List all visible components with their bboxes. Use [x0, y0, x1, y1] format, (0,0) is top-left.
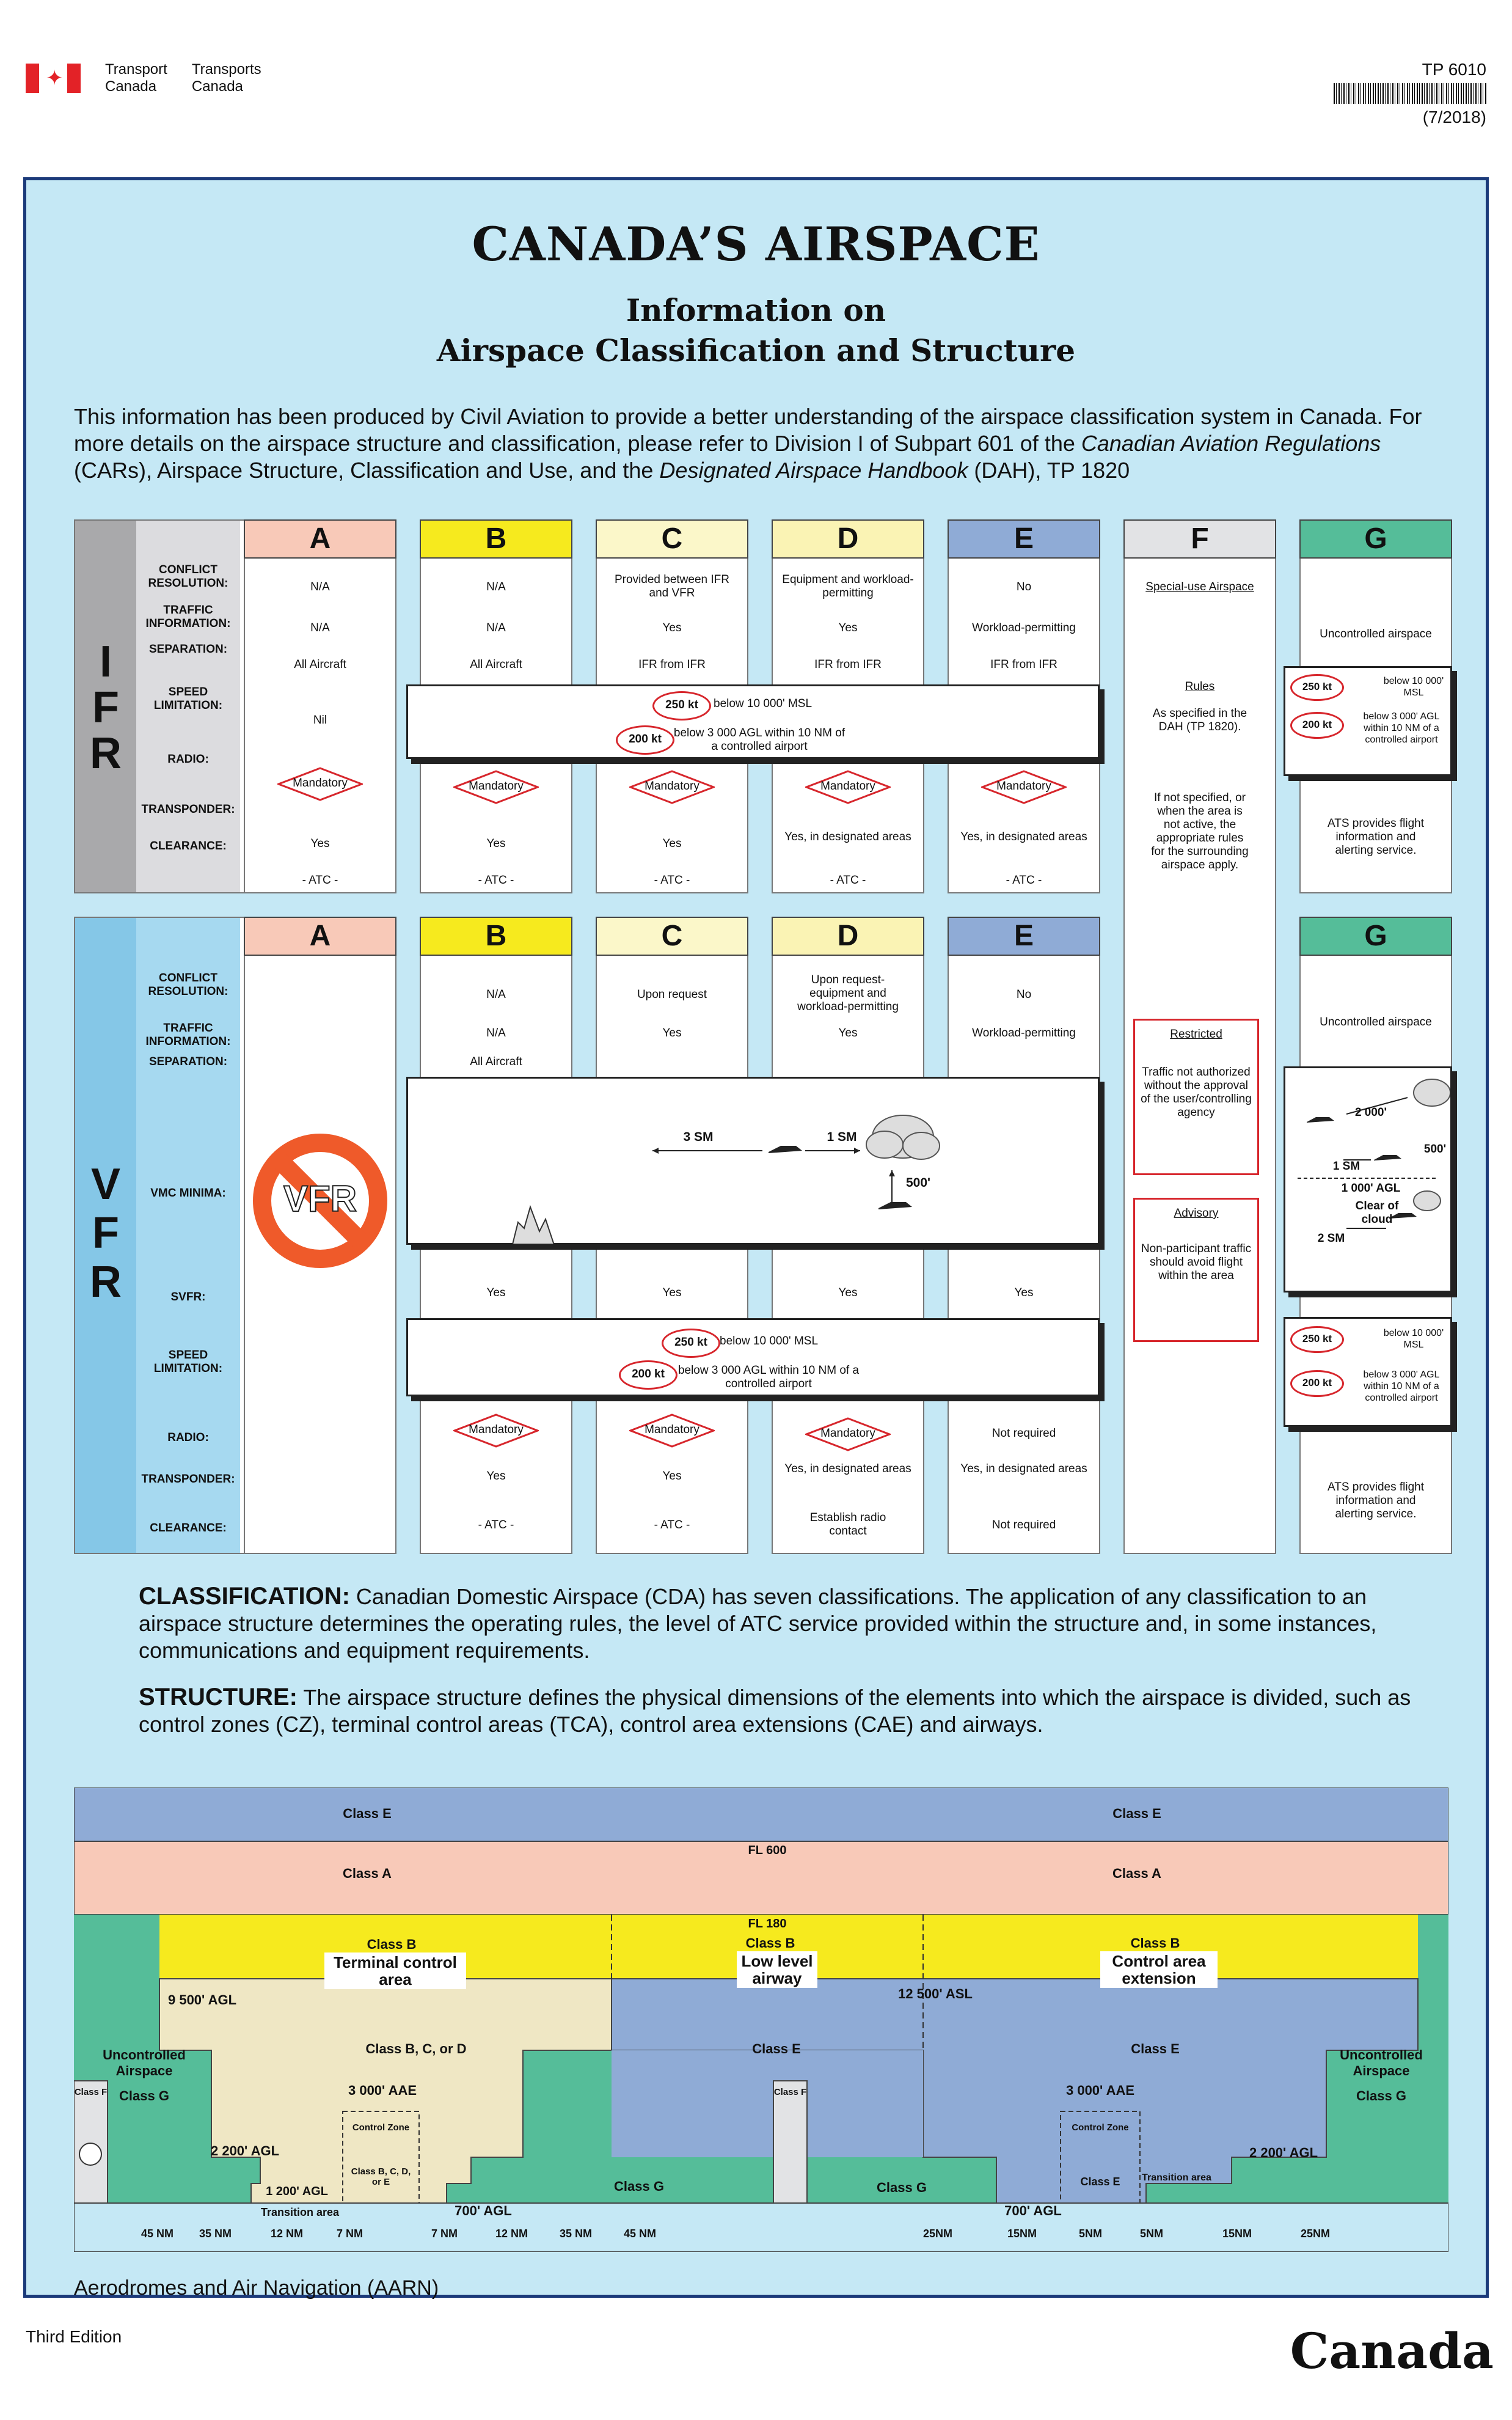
diagram-label: Class E — [1080, 2176, 1120, 2188]
vfr-class-e-header: E — [948, 917, 1100, 956]
ifr-class-d-header: D — [772, 519, 924, 559]
vfr-cell: Upon request — [637, 988, 707, 1001]
ifr-cell: - ATC - — [654, 874, 690, 887]
ifr-cell: Yes, in designated areas — [784, 831, 911, 843]
vfr-cell: Yes — [486, 1470, 506, 1483]
canada-wordmark: Canada — [1290, 2322, 1494, 2380]
vmc-1sm: 1 SM — [827, 1130, 857, 1144]
g-clear-of-cloud: Clear of cloud — [1355, 1200, 1399, 1226]
row-label: TRANSPONDER: — [141, 1473, 235, 1486]
diagram-label: Transition area — [260, 2206, 340, 2218]
speed-200-badge: 200 kt — [1290, 1370, 1344, 1397]
diagram-label: Class E — [1131, 2041, 1180, 2056]
ifr-cell: IFR from IFR — [990, 658, 1057, 671]
ifr-cell: All Aircraft — [470, 658, 522, 671]
ifr-cell: Yes — [838, 622, 858, 634]
ifr-labels — [136, 521, 240, 892]
aarn-label: Aerodromes and Air Navigation (AARN) — [74, 2276, 439, 2300]
diagram-label: Class B, C, or D — [365, 2041, 467, 2056]
speed-200-badge: 200 kt — [619, 1360, 677, 1390]
vfr-cell: Yes — [662, 1470, 682, 1483]
poster — [23, 177, 1489, 2298]
nm-tick: 12 NM — [495, 2228, 528, 2240]
vfr-cell: Yes — [486, 1286, 506, 1299]
row-label: VMC MINIMA: — [150, 1187, 226, 1200]
ifr-g-speed-box — [1284, 666, 1452, 776]
speed-text: below 3 000' AGL within 10 NM of a controlled airport — [1363, 711, 1440, 745]
ifr-cell: N/A — [310, 622, 330, 634]
row-label: CONFLICT RESOLUTION: — [148, 972, 228, 998]
g-ats: ATS provides flight information and alerting service. — [1327, 1481, 1425, 1520]
dept-name-fr: Transports Canada — [191, 61, 261, 95]
nm-tick: 35 NM — [199, 2228, 232, 2240]
row-label: CLEARANCE: — [150, 840, 227, 853]
ifr-cell: Nil — [313, 714, 327, 727]
ifr-cell: Yes — [662, 622, 682, 634]
radio-label: Mandatory — [469, 1423, 524, 1436]
speed-text: below 10 000' MSL — [1383, 676, 1444, 698]
restricted-title: Restricted — [1170, 1028, 1222, 1041]
ifr-class-a-header: A — [244, 519, 396, 559]
diagram-label: Control Zone — [1072, 2122, 1129, 2133]
class-f-rules-title: Rules — [1185, 680, 1215, 693]
vfr-cell: Yes — [1014, 1286, 1034, 1299]
diagram-label: Class E — [752, 2041, 801, 2056]
mandatory-diamond — [453, 770, 539, 804]
ifr-speed-box — [406, 684, 1100, 759]
speed-200-badge: 200 kt — [1290, 712, 1344, 739]
nm-tick: 25NM — [923, 2228, 953, 2240]
ifr-cell: No — [1016, 581, 1032, 593]
dept-name-en: Transport Canada — [105, 61, 167, 95]
vfr-cell: Yes — [662, 1027, 682, 1040]
nm-tick: 15NM — [1007, 2228, 1037, 2240]
ifr-class-g-header: G — [1299, 519, 1452, 559]
nm-tick: 35 NM — [560, 2228, 593, 2240]
ifr-cell: Yes, in designated areas — [960, 831, 1087, 843]
diagram-label: FL 180 — [748, 1917, 787, 1931]
vfr-class-d-header: D — [772, 917, 924, 956]
vfr-letter: R — [90, 1258, 122, 1307]
vfr-class-b-header: B — [420, 917, 572, 956]
speed-text: below 3 000 AGL within 10 NM of a controlled airport — [673, 727, 845, 753]
ifr-cell: N/A — [486, 622, 506, 634]
diagram-label: 3 000' AAE — [1065, 2083, 1135, 2098]
row-label: SEPARATION: — [148, 643, 228, 656]
diagram-label: Transition area — [1142, 2172, 1211, 2183]
doc-date: (7/2018) — [1422, 108, 1486, 127]
row-label: TRANSPONDER: — [141, 803, 235, 816]
vfr-labels — [136, 918, 240, 1553]
speed-200-badge: 200 kt — [616, 725, 674, 755]
diagram-label: Class B — [1130, 1935, 1180, 1951]
edition-label: Third Edition — [26, 2327, 122, 2346]
diagram-label: Class G — [1356, 2088, 1406, 2103]
vfr-cell: Yes, in designated areas — [784, 1462, 911, 1475]
ifr-letter: I — [99, 637, 112, 686]
speed-text: below 10 000' MSL — [1383, 1328, 1444, 1350]
vfr-cell: Not required — [992, 1519, 1056, 1531]
no-vfr-icon — [253, 1134, 387, 1268]
ifr-letter: R — [90, 729, 122, 778]
diagram-label: Control Zone — [352, 2122, 410, 2133]
terminal-control-area-label: Terminal control area — [324, 1953, 466, 1989]
diagram-label: Class G — [119, 2088, 169, 2103]
row-label: SPEED LIMITATION: — [153, 1349, 223, 1375]
ifr-cell: IFR from IFR — [814, 658, 882, 671]
vfr-class-g-header: G — [1299, 917, 1452, 956]
radio-label: Mandatory — [996, 780, 1051, 793]
ifr-cell: N/A — [486, 581, 506, 593]
diagram-label: Class E — [343, 1806, 392, 1821]
radio-label: Mandatory — [645, 1423, 699, 1436]
mandatory-diamond — [629, 770, 715, 804]
mandatory-diamond — [277, 767, 363, 801]
classification-paragraph — [139, 1583, 1443, 1664]
vfr-cell: Workload-permitting — [972, 1027, 1076, 1040]
speed-250-badge: 250 kt — [662, 1329, 720, 1358]
radio-label: Mandatory — [645, 780, 699, 793]
ifr-cell: - ATC - — [830, 874, 866, 887]
row-label: RADIO: — [167, 753, 209, 766]
diagram-label: Class F — [74, 2087, 108, 2097]
row-label: TRAFFIC INFORMATION: — [145, 604, 231, 630]
diagram-label: 700' AGL — [455, 2203, 512, 2218]
vmc-3sm: 3 SM — [683, 1130, 714, 1144]
vfr-class-a-header: A — [244, 917, 396, 956]
advisory-box — [1133, 1198, 1259, 1342]
row-label: SPEED LIMITATION: — [153, 686, 223, 712]
row-label: SVFR: — [170, 1291, 206, 1304]
canada-flag-icon: ✦ — [26, 64, 81, 93]
g-2sm: 2 SM — [1317, 1232, 1345, 1245]
class-f-title: Special-use Airspace — [1145, 581, 1254, 593]
ifr-cell: N/A — [310, 581, 330, 593]
vfr-cell: - ATC - — [654, 1519, 690, 1531]
ifr-letter: F — [92, 683, 119, 732]
row-label: SEPARATION: — [148, 1055, 228, 1068]
vfr-cell: N/A — [486, 988, 506, 1001]
structure-label: STRUCTURE: — [139, 1684, 298, 1711]
mandatory-diamond — [453, 1414, 539, 1448]
radio-label: Mandatory — [293, 777, 348, 790]
vfr-class-c-header: C — [596, 917, 748, 956]
mandatory-diamond — [981, 770, 1067, 804]
ifr-cell: IFR from IFR — [638, 658, 706, 671]
diagram-label: 1 200' AGL — [266, 2185, 328, 2198]
g-1000agl: 1 000' AGL — [1341, 1182, 1401, 1195]
restricted-box — [1133, 1019, 1259, 1175]
vfr-speed-box — [406, 1318, 1100, 1396]
diagram-label: Class E — [1112, 1806, 1161, 1821]
diagram-label: Class G — [877, 2180, 927, 2195]
vfr-cell: Not required — [992, 1427, 1056, 1440]
diagram-label: 9 500' AGL — [167, 1992, 237, 2008]
mandatory-diamond — [805, 1417, 891, 1451]
class-f-rules-text: If not specified, or when the area is not active, the appropriate rules for the surrounding airspace apply. — [1151, 791, 1249, 871]
vfr-g-vmc-box — [1284, 1066, 1452, 1292]
vfr-cell: N/A — [486, 1027, 506, 1040]
radio-label: Mandatory — [820, 1427, 875, 1440]
diagram-label: Class B — [367, 1937, 417, 1952]
diagram-label: 2 200' AGL — [1249, 2145, 1318, 2160]
vfr-cell: Upon request- equipment and workload-permitting — [797, 974, 899, 1013]
class-f-header: F — [1123, 519, 1276, 559]
g-uncontrolled: Uncontrolled airspace — [1320, 628, 1432, 640]
vfr-sidebar — [75, 918, 136, 1553]
ifr-class-b-header: B — [420, 519, 572, 559]
ifr-cell: - ATC - — [478, 874, 514, 887]
diagram-label: 700' AGL — [1004, 2203, 1062, 2218]
structure-diagram — [74, 1788, 1448, 2252]
doc-number: TP 6010 — [1422, 60, 1486, 79]
diagram-label: Class G — [614, 2179, 664, 2194]
vmc-500: 500' — [905, 1176, 931, 1190]
speed-text: below 10 000' MSL — [714, 697, 813, 710]
vfr-cell: - ATC - — [478, 1519, 514, 1531]
vfr-letter: F — [92, 1209, 119, 1258]
nm-tick: 7 NM — [337, 2228, 363, 2240]
speed-text: below 10 000' MSL — [720, 1335, 819, 1348]
class-f-rules-text: As specified in the DAH (TP 1820). — [1152, 707, 1247, 733]
radio-label: Mandatory — [820, 780, 875, 793]
structure-text: The airspace structure defines the physical dimensions of the elements into which the airspace is divided, such as control zones (CZ), terminal control areas (TCA), control area extensions (CAE) and airways. — [139, 1685, 1411, 1737]
nm-tick: 45 NM — [624, 2228, 657, 2240]
ifr-cell: Yes — [662, 837, 682, 850]
speed-250-badge: 250 kt — [1290, 1326, 1344, 1353]
nm-tick: 7 NM — [431, 2228, 458, 2240]
mandatory-diamond — [629, 1414, 715, 1448]
speed-250-badge: 250 kt — [1290, 674, 1344, 701]
diagram-label: FL 600 — [748, 1844, 787, 1857]
nm-tick: 45 NM — [141, 2228, 174, 2240]
ifr-class-e-header: E — [948, 519, 1100, 559]
ifr-cell: - ATC - — [302, 874, 338, 887]
row-label: RADIO: — [167, 1431, 209, 1444]
restricted-text: Traffic not authorized without the approval of the user/controlling agency — [1141, 1066, 1252, 1119]
ifr-class-c-header: C — [596, 519, 748, 559]
vfr-symbol-text: VFR — [283, 1178, 357, 1219]
row-label: CLEARANCE: — [150, 1522, 227, 1535]
vfr-cell: No — [1016, 988, 1032, 1001]
vfr-cell: Yes — [662, 1286, 682, 1299]
diagram-label: 12 500' ASL — [898, 1986, 973, 2001]
low-level-airway-label: Low level airway — [737, 1951, 817, 1988]
diagram-label: Class F — [773, 2087, 807, 2097]
diagram-label: Class B, C, D, or E — [351, 2166, 411, 2187]
vfr-g-speed-box — [1284, 1317, 1452, 1427]
g-2000: 2 000' — [1354, 1106, 1387, 1119]
g-uncontrolled: Uncontrolled airspace — [1320, 1016, 1432, 1028]
vmc-box — [406, 1077, 1100, 1245]
diagram-label: Class A — [343, 1866, 392, 1881]
nm-tick: 15NM — [1222, 2228, 1252, 2240]
ifr-cell: - ATC - — [1006, 874, 1042, 887]
diagram-label: 2 200' AGL — [210, 2143, 280, 2158]
speed-text: below 3 000' AGL within 10 NM of a controlled airport — [1363, 1370, 1440, 1403]
vfr-cell: Yes — [838, 1027, 858, 1040]
nm-tick: 12 NM — [271, 2228, 304, 2240]
advisory-text: Non-participant traffic should avoid flight within the area — [1141, 1242, 1252, 1282]
ifr-cell: Yes — [310, 837, 330, 850]
nm-tick: 25NM — [1301, 2228, 1331, 2240]
diagram-label: 3 000' AAE — [348, 2083, 417, 2098]
g-ats: ATS provides flight information and alerting service. — [1327, 817, 1425, 857]
nm-tick: 5NM — [1140, 2228, 1164, 2240]
classification-label: CLASSIFICATION: — [139, 1583, 350, 1610]
structure-paragraph — [139, 1684, 1443, 1738]
intro-text: This information has been produced by Civil Aviation to provide a better understanding of the airspace classification system in Canada. For more details on the airspace structure and classification, please refer to Division I of Subpart 601 of the Canadian Aviation Regulations (CARs), Airspace Structure, Classification and Use, and the Designated Airspace Handbook (DAH), TP 1820 — [74, 404, 1422, 483]
barcode-icon — [1334, 83, 1486, 104]
page-subtitle: Information on Airspace Classification and Structure — [436, 292, 1076, 369]
g-1sm: 1 SM — [1332, 1160, 1360, 1173]
vfr-cell: All Aircraft — [470, 1055, 522, 1068]
speed-text: below 3 000 AGL within 10 NM of a controlled airport — [677, 1364, 860, 1390]
classification-text: Canadian Domestic Airspace (CDA) has seven classifications. The application of any classification to an airspace structure determines the operating rules, the level of ATC service provided within the structure and, in some instances, communications and equipment requirements. — [139, 1584, 1377, 1663]
diagram-label: Uncontrolled Airspace — [1340, 2047, 1423, 2078]
vfr-letter: V — [90, 1160, 121, 1209]
control-area-extension-label: Control area extension — [1100, 1951, 1218, 1988]
ifr-cell: Workload-permitting — [972, 622, 1076, 634]
nm-tick: 5NM — [1079, 2228, 1103, 2240]
speed-250-badge: 250 kt — [652, 691, 711, 721]
row-label: TRAFFIC INFORMATION: — [145, 1022, 231, 1048]
row-label: CONFLICT RESOLUTION: — [148, 563, 228, 590]
g-500: 500' — [1423, 1143, 1447, 1156]
ifr-cell: All Aircraft — [294, 658, 346, 671]
vfr-cell: Establish radio contact — [809, 1511, 886, 1538]
advisory-title: Advisory — [1174, 1207, 1219, 1220]
vfr-cell: Yes, in designated areas — [960, 1462, 1087, 1475]
page-title: CANADA’S AIRSPACE — [472, 217, 1040, 271]
ifr-cell: Equipment and workload-permitting — [782, 573, 914, 600]
ifr-cell: Provided between IFR and VFR — [615, 573, 729, 600]
ifr-cell: Yes — [486, 837, 506, 850]
doc-id — [1334, 60, 1486, 127]
vfr-cell: Yes — [838, 1286, 858, 1299]
gov-signature — [26, 61, 286, 95]
diagram-label: Class A — [1112, 1866, 1161, 1881]
mandatory-diamond — [805, 770, 891, 804]
diagram-label: Uncontrolled Airspace — [103, 2047, 186, 2078]
radio-label: Mandatory — [469, 780, 524, 793]
ifr-sidebar — [75, 521, 136, 892]
diagram-label: Class B — [745, 1935, 795, 1951]
